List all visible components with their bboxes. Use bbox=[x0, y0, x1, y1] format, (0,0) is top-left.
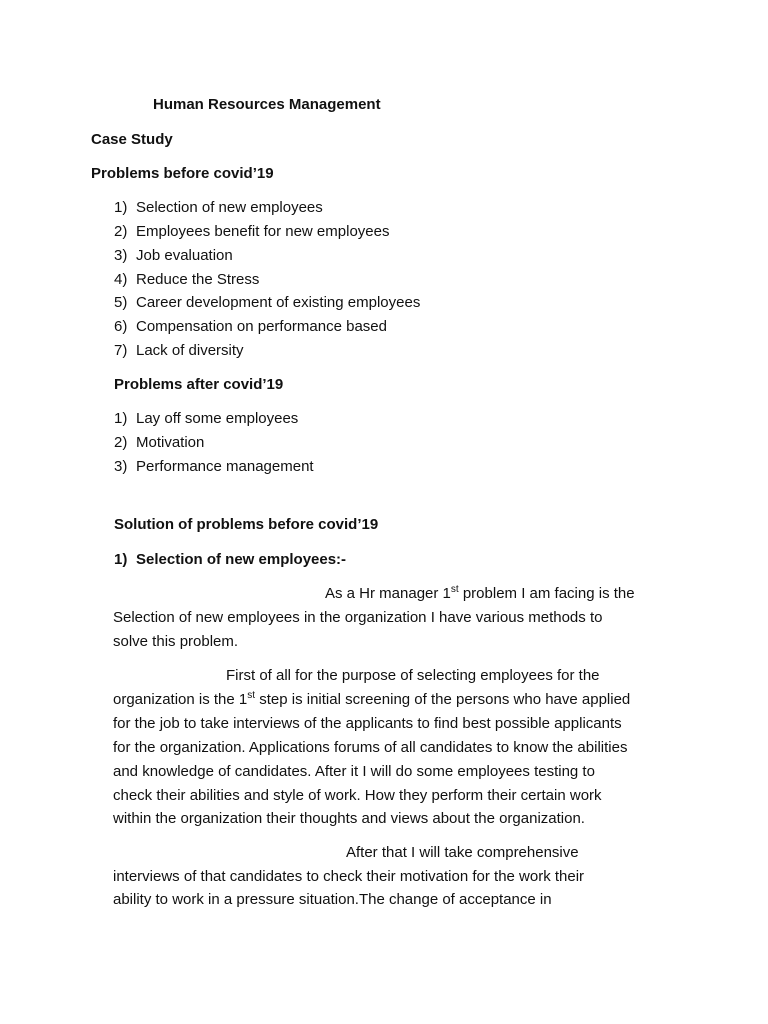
list-item bbox=[114, 433, 204, 453]
list-number: 4) bbox=[114, 271, 128, 288]
list-item bbox=[114, 198, 323, 218]
list-number: 7) bbox=[114, 342, 128, 359]
paragraph-line bbox=[325, 584, 635, 604]
list-item bbox=[114, 246, 233, 266]
document-subtitle: Case Study bbox=[91, 131, 173, 148]
list-text: Career development of existing employees bbox=[136, 294, 421, 311]
paragraph-line: within the organization their thoughts and views about the organization. bbox=[113, 810, 585, 827]
paragraph-line: interviews of that candidates to check their motivation for the work their bbox=[113, 868, 585, 885]
list-item bbox=[114, 317, 387, 337]
paragraph-line: First of all for the purpose of selecting employees for the bbox=[226, 667, 600, 684]
list-text: Compensation on performance based bbox=[136, 318, 387, 335]
list-text: Job evaluation bbox=[136, 247, 233, 264]
list-number: 2) bbox=[114, 434, 128, 451]
subheading-text: Selection of new employees:- bbox=[136, 551, 347, 568]
list-item bbox=[114, 293, 420, 313]
text-run: problem I am facing is the bbox=[458, 585, 635, 602]
paragraph-line: and knowledge of candidates. After it I will do some employees testing to bbox=[113, 763, 595, 780]
list-text: Reduce the Stress bbox=[136, 271, 260, 288]
list-text: Motivation bbox=[136, 434, 205, 451]
paragraph-line: for the organization. Applications forums of all candidates to know the abilities bbox=[113, 739, 628, 756]
solution-subheading bbox=[114, 550, 346, 570]
list-item bbox=[114, 222, 389, 242]
list-text: Employees benefit for new employees bbox=[136, 223, 390, 240]
paragraph-line bbox=[113, 690, 630, 710]
paragraph-line: After that I will take comprehensive bbox=[346, 844, 579, 861]
list-item bbox=[114, 457, 314, 477]
solution-heading: Solution of problems before covid’19 bbox=[114, 516, 379, 533]
text-run: As a Hr manager 1 bbox=[325, 585, 451, 602]
document-title: Human Resources Management bbox=[153, 96, 381, 113]
paragraph-line: ability to work in a pressure situation.The change of acceptance in bbox=[113, 891, 552, 908]
superscript: st bbox=[450, 584, 459, 595]
list-number: 5) bbox=[114, 294, 128, 311]
list-number: 3) bbox=[114, 458, 128, 475]
text-run: step is initial screening of the persons who have applied bbox=[255, 691, 631, 708]
paragraph-line: check their abilities and style of work. How they perform their certain work bbox=[113, 787, 602, 804]
paragraph-line: solve this problem. bbox=[113, 633, 239, 650]
text-run: organization is the 1 bbox=[113, 691, 248, 708]
paragraph-line: Selection of new employees in the organization I have various methods to bbox=[113, 609, 603, 626]
list-number: 3) bbox=[114, 247, 128, 264]
list-text: Lack of diversity bbox=[136, 342, 244, 359]
list-number: 1) bbox=[114, 551, 128, 568]
list-text: Selection of new employees bbox=[136, 199, 323, 216]
list-text: Performance management bbox=[136, 458, 314, 475]
superscript: st bbox=[247, 690, 256, 701]
before-heading: Problems before covid’19 bbox=[91, 165, 274, 182]
list-item bbox=[114, 270, 259, 290]
list-number: 1) bbox=[114, 410, 128, 427]
list-number: 2) bbox=[114, 223, 128, 240]
list-number: 6) bbox=[114, 318, 128, 335]
after-heading: Problems after covid’19 bbox=[114, 376, 284, 393]
list-text: Lay off some employees bbox=[136, 410, 299, 427]
list-number: 1) bbox=[114, 199, 128, 216]
paragraph-line: for the job to take interviews of the applicants to find best possible applicants bbox=[113, 715, 622, 732]
list-item bbox=[114, 341, 244, 361]
list-item bbox=[114, 409, 298, 429]
